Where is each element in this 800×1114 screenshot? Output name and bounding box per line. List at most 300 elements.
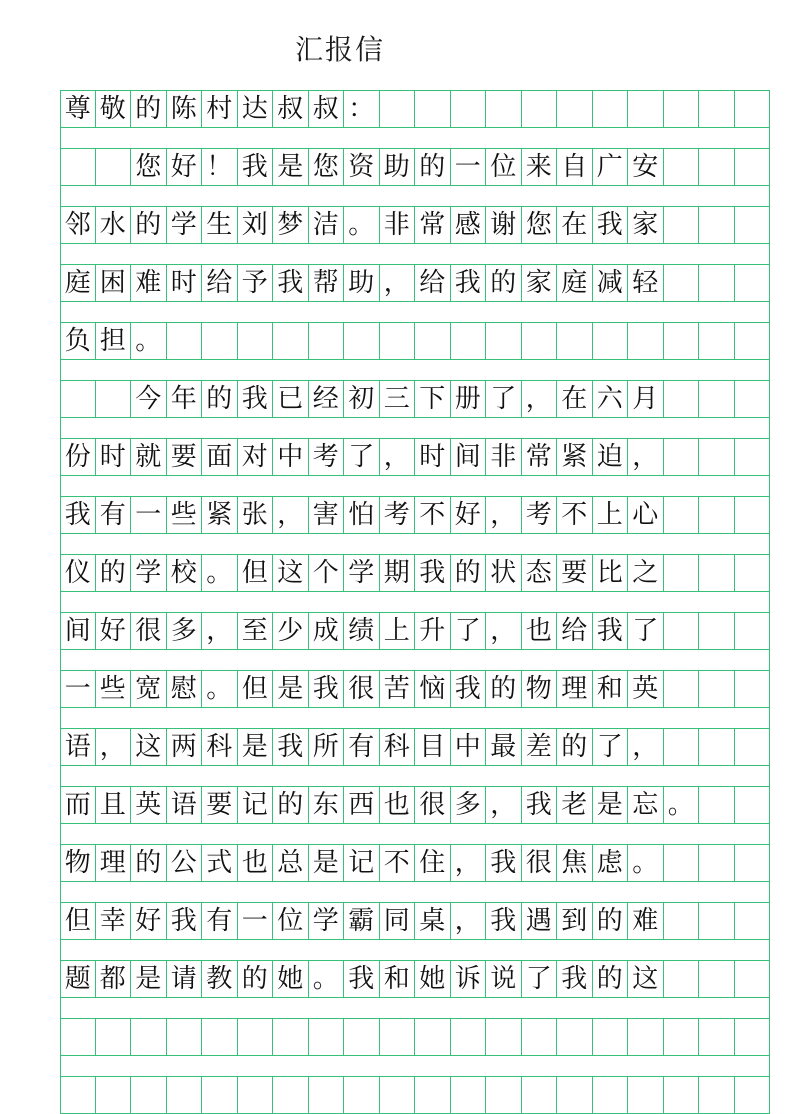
grid-cell xyxy=(96,1077,132,1113)
grid-cell xyxy=(628,1019,664,1055)
grid-cell xyxy=(96,381,132,417)
grid-cell: 庭 xyxy=(60,265,96,301)
grid-cell xyxy=(273,1019,309,1055)
grid-cell xyxy=(451,1077,487,1113)
grid-cell: 状 xyxy=(486,555,522,591)
grid-cell: 她 xyxy=(415,961,451,997)
grid-cell: 记 xyxy=(238,787,274,823)
grid-cell: 资 xyxy=(344,149,380,185)
grid-cell xyxy=(664,439,700,475)
grid-cell xyxy=(522,91,558,127)
grid-cell: 而 xyxy=(60,787,96,823)
grid-cell: 好 xyxy=(96,613,132,649)
grid-cell: 给 xyxy=(415,265,451,301)
grid-cell: 物 xyxy=(60,845,96,881)
grid-cell: 的 xyxy=(486,671,522,707)
grid-cell: 不 xyxy=(415,497,451,533)
grid-cell: 桌 xyxy=(415,903,451,939)
grid-cell: 说 xyxy=(486,961,522,997)
grid-cell: 要 xyxy=(202,787,238,823)
grid-row xyxy=(60,496,770,534)
grid-cell: 最 xyxy=(486,729,522,765)
grid-row xyxy=(60,322,770,360)
grid-cell: 份 xyxy=(60,439,96,475)
grid-cell: 东 xyxy=(309,787,345,823)
grid-cell: 谢 xyxy=(486,207,522,243)
grid-cell xyxy=(593,1077,629,1113)
grid-cell: 。 xyxy=(628,845,664,881)
grid-cell xyxy=(735,1077,771,1113)
grid-cell xyxy=(380,323,416,359)
grid-cell: 不 xyxy=(380,845,416,881)
grid-cell xyxy=(628,1077,664,1113)
grid-row xyxy=(60,90,770,128)
grid-cell: 教 xyxy=(202,961,238,997)
grid-cell: 担 xyxy=(96,323,132,359)
grid-cell: 时 xyxy=(415,439,451,475)
grid-cell: 助 xyxy=(344,265,380,301)
grid-cell xyxy=(96,149,132,185)
grid-cell: 尊 xyxy=(60,91,96,127)
grid-cell xyxy=(415,1019,451,1055)
grid-cell: 有 xyxy=(344,729,380,765)
grid-cell: 也 xyxy=(522,613,558,649)
grid-cell: 的 xyxy=(131,91,167,127)
grid-row xyxy=(60,960,770,998)
grid-cell xyxy=(451,1019,487,1055)
grid-cell: 非 xyxy=(486,439,522,475)
grid-cell xyxy=(486,1019,522,1055)
grid-cell: 位 xyxy=(486,149,522,185)
grid-cell: 庭 xyxy=(557,265,593,301)
grid-cell: 霸 xyxy=(344,903,380,939)
grid-cell xyxy=(238,1077,274,1113)
grid-cell xyxy=(202,323,238,359)
grid-cell: 的 xyxy=(202,381,238,417)
grid-cell: 学 xyxy=(309,903,345,939)
grid-cell: 焦 xyxy=(557,845,593,881)
grid-cell: 家 xyxy=(522,265,558,301)
grid-cell xyxy=(664,381,700,417)
grid-cell xyxy=(451,91,487,127)
grid-cell: 这 xyxy=(131,729,167,765)
grid-cell xyxy=(735,961,771,997)
grid-cell: 的 xyxy=(415,149,451,185)
grid-cell: 差 xyxy=(522,729,558,765)
grid-cell xyxy=(735,439,771,475)
grid-cell: 。 xyxy=(664,787,700,823)
grid-cell xyxy=(309,1019,345,1055)
grid-cell: 张 xyxy=(238,497,274,533)
grid-cell: 了 xyxy=(522,961,558,997)
grid-cell xyxy=(131,1019,167,1055)
grid-cell: 是 xyxy=(273,149,309,185)
grid-cell: 物 xyxy=(522,671,558,707)
grid-cell: 很 xyxy=(415,787,451,823)
grid-cell: ， xyxy=(522,381,558,417)
grid-cell: 减 xyxy=(593,265,629,301)
grid-cell xyxy=(735,613,771,649)
grid-cell xyxy=(735,1019,771,1055)
grid-cell: 一 xyxy=(60,671,96,707)
grid-cell xyxy=(522,323,558,359)
grid-cell: 达 xyxy=(238,91,274,127)
grid-cell: 。 xyxy=(131,323,167,359)
grid-cell: 多 xyxy=(451,787,487,823)
grid-cell: 常 xyxy=(415,207,451,243)
grid-cell: ！ xyxy=(202,149,238,185)
grid-cell: 家 xyxy=(628,207,664,243)
grid-cell: 六 xyxy=(593,381,629,417)
grid-cell: 您 xyxy=(131,149,167,185)
grid-cell: 害 xyxy=(309,497,345,533)
grid-row xyxy=(60,670,770,708)
grid-cell: 陈 xyxy=(167,91,203,127)
grid-cell xyxy=(735,207,771,243)
grid-cell: 册 xyxy=(451,381,487,417)
grid-cell xyxy=(344,1077,380,1113)
grid-row xyxy=(60,148,770,186)
grid-cell: 紧 xyxy=(202,497,238,533)
grid-cell: 很 xyxy=(131,613,167,649)
grid-cell: 位 xyxy=(273,903,309,939)
grid-cell xyxy=(380,1019,416,1055)
grid-cell: 我 xyxy=(167,903,203,939)
grid-cell xyxy=(60,149,96,185)
grid-cell: 村 xyxy=(202,91,238,127)
grid-cell xyxy=(664,207,700,243)
grid-cell: 我 xyxy=(60,497,96,533)
grid-cell xyxy=(664,961,700,997)
grid-cell: 比 xyxy=(593,555,629,591)
grid-cell: ， xyxy=(628,729,664,765)
grid-cell xyxy=(344,1019,380,1055)
grid-cell xyxy=(557,1077,593,1113)
grid-cell: ， xyxy=(486,497,522,533)
grid-cell xyxy=(415,91,451,127)
grid-cell: 是 xyxy=(273,671,309,707)
grid-cell xyxy=(202,1077,238,1113)
grid-cell: 理 xyxy=(96,845,132,881)
grid-cell: 初 xyxy=(344,381,380,417)
grid-cell xyxy=(309,1077,345,1113)
grid-cell xyxy=(486,91,522,127)
grid-cell: 了 xyxy=(628,613,664,649)
grid-cell: 我 xyxy=(557,961,593,997)
grid-cell xyxy=(664,91,700,127)
grid-cell: 中 xyxy=(451,729,487,765)
grid-cell: 公 xyxy=(167,845,203,881)
grid-cell: 我 xyxy=(522,787,558,823)
grid-cell xyxy=(735,149,771,185)
grid-row xyxy=(60,554,770,592)
grid-cell: 叔 xyxy=(309,91,345,127)
grid-cell xyxy=(664,265,700,301)
grid-cell xyxy=(593,323,629,359)
grid-cell: 住 xyxy=(415,845,451,881)
grid-cell xyxy=(735,265,771,301)
grid-cell: 对 xyxy=(238,439,274,475)
grid-cell: 是 xyxy=(131,961,167,997)
grid-cell: 的 xyxy=(238,961,274,997)
grid-cell xyxy=(699,1077,735,1113)
grid-cell: 恼 xyxy=(415,671,451,707)
grid-cell: 我 xyxy=(486,903,522,939)
grid-cell: 洁 xyxy=(309,207,345,243)
grid-cell xyxy=(628,323,664,359)
grid-cell: 了 xyxy=(486,381,522,417)
grid-cell: 已 xyxy=(273,381,309,417)
grid-cell xyxy=(699,671,735,707)
grid-cell: 同 xyxy=(380,903,416,939)
grid-cell: 了 xyxy=(451,613,487,649)
grid-cell xyxy=(699,729,735,765)
grid-cell: 一 xyxy=(131,497,167,533)
grid-cell xyxy=(699,149,735,185)
grid-cell xyxy=(664,1019,700,1055)
grid-cell: 西 xyxy=(344,787,380,823)
grid-cell: 也 xyxy=(238,845,274,881)
grid-cell xyxy=(522,1019,558,1055)
grid-cell xyxy=(522,1077,558,1113)
grid-cell: 轻 xyxy=(628,265,664,301)
grid-cell: 宽 xyxy=(131,671,167,707)
grid-cell xyxy=(735,671,771,707)
grid-cell: 经 xyxy=(309,381,345,417)
grid-cell: 英 xyxy=(131,787,167,823)
grid-cell: ， xyxy=(380,439,416,475)
grid-cell: 年 xyxy=(167,381,203,417)
grid-cell xyxy=(167,323,203,359)
grid-cell: 给 xyxy=(202,265,238,301)
grid-cell: 的 xyxy=(486,265,522,301)
grid-cell: 个 xyxy=(309,555,345,591)
grid-cell xyxy=(309,323,345,359)
grid-cell: 心 xyxy=(628,497,664,533)
grid-cell: 很 xyxy=(344,671,380,707)
grid-cell: 学 xyxy=(344,555,380,591)
grid-cell: 。 xyxy=(309,961,345,997)
grid-cell xyxy=(699,91,735,127)
grid-cell: 。 xyxy=(202,671,238,707)
grid-cell: 也 xyxy=(380,787,416,823)
grid-cell: 刘 xyxy=(238,207,274,243)
grid-cell: 英 xyxy=(628,671,664,707)
grid-cell: 遇 xyxy=(522,903,558,939)
grid-row xyxy=(60,612,770,650)
grid-cell xyxy=(380,91,416,127)
grid-cell: 有 xyxy=(202,903,238,939)
grid-cell: 虑 xyxy=(593,845,629,881)
grid-cell xyxy=(593,91,629,127)
grid-cell: 请 xyxy=(167,961,203,997)
grid-cell: 我 xyxy=(344,961,380,997)
grid-cell xyxy=(664,555,700,591)
grid-cell: 就 xyxy=(131,439,167,475)
grid-cell: 中 xyxy=(273,439,309,475)
grid-cell: 所 xyxy=(309,729,345,765)
grid-cell: 的 xyxy=(593,903,629,939)
grid-cell: 都 xyxy=(96,961,132,997)
grid-cell: 但 xyxy=(238,671,274,707)
grid-cell: 是 xyxy=(238,729,274,765)
grid-cell: 我 xyxy=(415,555,451,591)
grid-cell xyxy=(557,1019,593,1055)
grid-cell: 紧 xyxy=(557,439,593,475)
grid-cell: 安 xyxy=(628,149,664,185)
grid-cell: 好 xyxy=(131,903,167,939)
grid-cell xyxy=(735,497,771,533)
grid-cell: 学 xyxy=(131,555,167,591)
grid-cell: 广 xyxy=(593,149,629,185)
grid-cell: 一 xyxy=(238,903,274,939)
grid-cell xyxy=(664,497,700,533)
grid-cell: 我 xyxy=(309,671,345,707)
grid-row xyxy=(60,380,770,418)
grid-cell: 叔 xyxy=(273,91,309,127)
grid-cell xyxy=(699,439,735,475)
grid-cell: 但 xyxy=(60,903,96,939)
grid-cell: 梦 xyxy=(273,207,309,243)
grid-cell xyxy=(96,1019,132,1055)
grid-cell xyxy=(735,729,771,765)
grid-cell: 怕 xyxy=(344,497,380,533)
grid-cell: 到 xyxy=(557,903,593,939)
grid-cell: 这 xyxy=(628,961,664,997)
grid-row xyxy=(60,438,770,476)
grid-cell: 成 xyxy=(309,613,345,649)
grid-cell xyxy=(735,555,771,591)
grid-cell xyxy=(131,1077,167,1113)
grid-cell xyxy=(167,1077,203,1113)
grid-cell: 的 xyxy=(131,845,167,881)
grid-cell: 我 xyxy=(238,149,274,185)
grid-cell xyxy=(664,903,700,939)
grid-cell: 我 xyxy=(451,671,487,707)
grid-cell xyxy=(699,613,735,649)
grid-cell: 上 xyxy=(380,613,416,649)
grid-cell: 绩 xyxy=(344,613,380,649)
grid-cell: 负 xyxy=(60,323,96,359)
grid-cell xyxy=(167,1019,203,1055)
grid-cell: 非 xyxy=(380,207,416,243)
grid-cell xyxy=(664,613,700,649)
grid-cell: 题 xyxy=(60,961,96,997)
grid-cell: 您 xyxy=(309,149,345,185)
grid-cell xyxy=(699,903,735,939)
grid-cell xyxy=(699,207,735,243)
grid-cell: 好 xyxy=(167,149,203,185)
grid-cell: 迫 xyxy=(593,439,629,475)
grid-cell xyxy=(735,91,771,127)
grid-cell: 。 xyxy=(344,207,380,243)
grid-cell: 困 xyxy=(96,265,132,301)
grid-cell: 之 xyxy=(628,555,664,591)
grid-cell: 时 xyxy=(96,439,132,475)
grid-cell: 间 xyxy=(451,439,487,475)
grid-cell: 科 xyxy=(202,729,238,765)
grid-cell: 语 xyxy=(60,729,96,765)
grid-cell: 您 xyxy=(522,207,558,243)
grid-cell: 给 xyxy=(557,613,593,649)
grid-cell: 常 xyxy=(522,439,558,475)
grid-cell xyxy=(699,555,735,591)
grid-cell: 好 xyxy=(451,497,487,533)
grid-cell: 水 xyxy=(96,207,132,243)
grid-cell xyxy=(557,91,593,127)
grid-cell: 助 xyxy=(380,149,416,185)
grid-cell: 下 xyxy=(415,381,451,417)
grid-cell: 和 xyxy=(380,961,416,997)
grid-cell: 考 xyxy=(522,497,558,533)
grid-cell: 的 xyxy=(557,729,593,765)
grid-cell: ， xyxy=(96,729,132,765)
grid-cell xyxy=(273,323,309,359)
grid-cell: 难 xyxy=(131,265,167,301)
grid-cell: 科 xyxy=(380,729,416,765)
grid-cell: 且 xyxy=(96,787,132,823)
grid-cell xyxy=(60,1077,96,1113)
grid-cell: 诉 xyxy=(451,961,487,997)
grid-cell: 生 xyxy=(202,207,238,243)
grid-row xyxy=(60,728,770,766)
grid-cell: 我 xyxy=(451,265,487,301)
grid-cell: 老 xyxy=(557,787,593,823)
grid-cell: 来 xyxy=(522,149,558,185)
grid-cell: 面 xyxy=(202,439,238,475)
grid-cell xyxy=(593,1019,629,1055)
grid-cell: 目 xyxy=(415,729,451,765)
grid-cell: 难 xyxy=(628,903,664,939)
grid-cell xyxy=(273,1077,309,1113)
grid-cell: 我 xyxy=(593,207,629,243)
grid-cell xyxy=(60,381,96,417)
grid-cell: ： xyxy=(344,91,380,127)
grid-cell: ， xyxy=(380,265,416,301)
grid-row xyxy=(60,786,770,824)
letter-title: 汇报信 xyxy=(294,33,385,66)
grid-cell xyxy=(735,787,771,823)
grid-cell xyxy=(415,1077,451,1113)
grid-cell: 苦 xyxy=(380,671,416,707)
grid-cell: 今 xyxy=(131,381,167,417)
grid-cell: 时 xyxy=(167,265,203,301)
grid-cell xyxy=(735,323,771,359)
grid-cell: 升 xyxy=(415,613,451,649)
grid-cell: ， xyxy=(451,903,487,939)
grid-cell: 是 xyxy=(309,845,345,881)
grid-cell: 帮 xyxy=(309,265,345,301)
grid-cell: 两 xyxy=(167,729,203,765)
grid-cell xyxy=(380,1077,416,1113)
grid-cell: 很 xyxy=(522,845,558,881)
grid-cell: 敬 xyxy=(96,91,132,127)
grid-row xyxy=(60,264,770,302)
grid-cell: 的 xyxy=(451,555,487,591)
grid-cell: 是 xyxy=(593,787,629,823)
grid-cell: 邻 xyxy=(60,207,96,243)
grid-cell xyxy=(628,91,664,127)
grid-cell: 间 xyxy=(60,613,96,649)
grid-cell: 这 xyxy=(273,555,309,591)
grid-cell: 感 xyxy=(451,207,487,243)
grid-cell: 要 xyxy=(557,555,593,591)
grid-cell: 校 xyxy=(167,555,203,591)
grid-cell: ， xyxy=(202,613,238,649)
grid-cell: 我 xyxy=(593,613,629,649)
grid-cell xyxy=(664,729,700,765)
grid-cell: 她 xyxy=(273,961,309,997)
